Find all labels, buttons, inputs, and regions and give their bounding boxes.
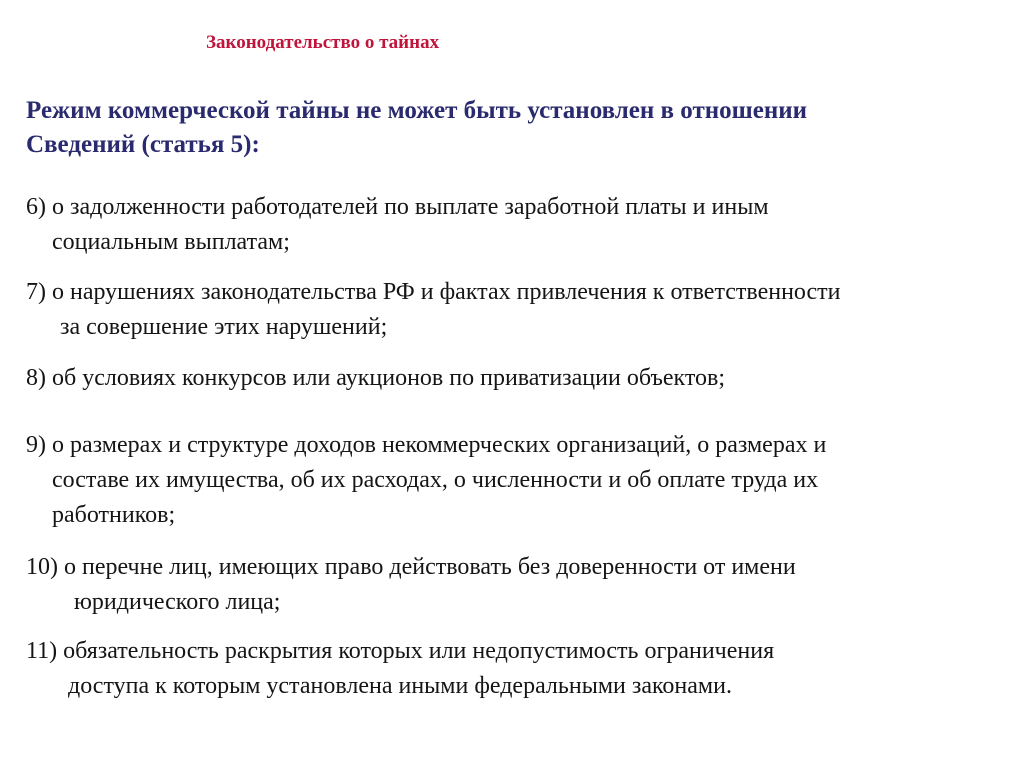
- item-line: 8) об условиях конкурсов или аукционов по приватизации объектов;: [26, 365, 726, 391]
- list-item-9: [26, 428, 826, 533]
- slide-title: Законодательство о тайнах: [206, 32, 440, 53]
- list-item-8: [26, 361, 725, 396]
- item-line: юридического лица;: [74, 589, 281, 615]
- item-line: 6) о задолженности работодателей по выплате заработной платы и иным: [26, 194, 769, 220]
- item-line: доступа к которым установлена иными федеральными законами.: [68, 673, 732, 699]
- item-line: 11) обязательность раскрытия которых или недопустимость ограничения: [26, 638, 775, 664]
- list-item-11: [26, 634, 774, 704]
- item-line: 7) о нарушениях законодательства РФ и фактах привлечения к ответственности: [26, 279, 841, 305]
- item-line: социальным выплатам;: [52, 229, 290, 255]
- list-item-10: [26, 550, 796, 620]
- list-item-6: [26, 190, 769, 260]
- item-line: 9) о размерах и структуре доходов некоммерческих организаций, о размерах и: [26, 432, 827, 458]
- item-line: составе их имущества, об их расходах, о численности и об оплате труда их: [52, 467, 819, 493]
- list-item-7: [26, 275, 841, 345]
- heading-line: Режим коммерческой тайны не может быть установлен в отношении: [26, 97, 808, 124]
- heading-line: Сведений (статья 5):: [26, 131, 260, 158]
- item-line: работников;: [52, 502, 176, 528]
- item-line: 10) о перечне лиц, имеющих право действовать без доверенности от имени: [26, 554, 796, 580]
- item-line: за совершение этих нарушений;: [60, 314, 388, 340]
- section-heading: [26, 94, 986, 162]
